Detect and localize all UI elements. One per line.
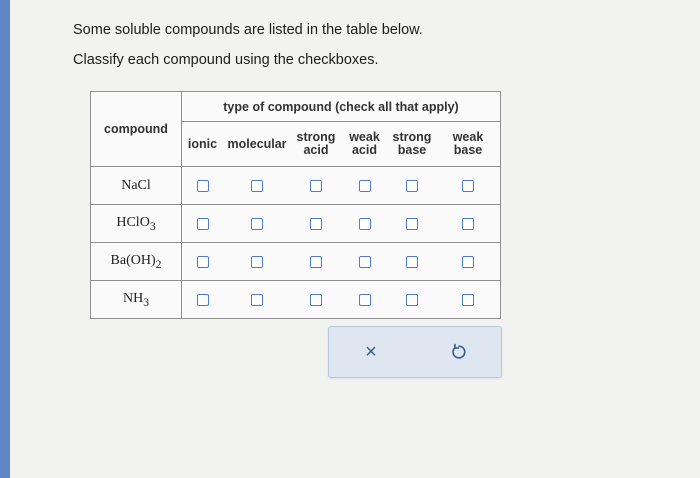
checkbox-weak-acid[interactable]: [359, 218, 371, 230]
col-weak-base: [436, 131, 500, 157]
checkbox-weak-acid[interactable]: [359, 256, 371, 268]
classification-table: [90, 91, 501, 319]
checkbox-strong-acid[interactable]: [310, 294, 322, 306]
type-header-text: type of compound (check all that apply): [223, 99, 459, 114]
checkbox-ionic[interactable]: [197, 294, 209, 306]
checkbox-molecular[interactable]: [251, 256, 263, 268]
checkbox-strong-acid[interactable]: [310, 256, 322, 268]
instruction-text-1: Some soluble compounds are listed in the table below.: [73, 22, 423, 38]
formula-text: HClO: [116, 214, 150, 230]
undo-icon: [450, 343, 468, 361]
col-molecular: [223, 138, 291, 151]
instruction-text-2: Classify each compound using the checkboxes.: [73, 52, 379, 68]
col-strong-acid-l1: strong: [296, 130, 336, 144]
checkbox-weak-base[interactable]: [462, 180, 474, 192]
col-weak-base-l2: base: [453, 143, 483, 157]
compound-baoh2: [91, 243, 182, 281]
compound-nacl: [91, 167, 182, 205]
clear-button[interactable]: [351, 335, 391, 369]
formula-text: NH: [122, 290, 144, 306]
checkbox-molecular[interactable]: [251, 294, 263, 306]
col-ionic: [182, 138, 223, 151]
formula-subscript: 3: [149, 219, 156, 233]
checkbox-strong-base[interactable]: [406, 180, 418, 192]
checkbox-strong-base[interactable]: [406, 294, 418, 306]
column-headers: [182, 122, 501, 167]
col-weak-base-l1: weak: [452, 130, 484, 144]
checkbox-weak-base[interactable]: [462, 256, 474, 268]
checkbox-molecular[interactable]: [251, 180, 263, 192]
col-strong-acid: [291, 131, 341, 157]
formula-subscript: 2: [155, 257, 162, 271]
col-weak-acid-l2: acid: [351, 143, 377, 157]
checkbox-weak-acid[interactable]: [359, 294, 371, 306]
question-panel: [10, 0, 700, 478]
checkbox-strong-base[interactable]: [406, 218, 418, 230]
table-row: [91, 205, 501, 243]
col-weak-acid-l1: weak: [349, 130, 380, 144]
checkbox-weak-base[interactable]: [462, 294, 474, 306]
compound-column-header: compound: [91, 92, 182, 167]
col-strong-base-l1: strong: [392, 130, 432, 144]
formula-text: Ba(OH): [110, 252, 156, 268]
table-row: [91, 167, 501, 205]
col-strong-base-l2: base: [397, 143, 427, 157]
formula-subscript: 3: [143, 295, 150, 309]
checkbox-strong-base[interactable]: [406, 256, 418, 268]
checkbox-ionic[interactable]: [197, 256, 209, 268]
checkbox-weak-acid[interactable]: [359, 180, 371, 192]
compound-nh3: [91, 281, 182, 319]
checkbox-ionic[interactable]: [197, 218, 209, 230]
col-molecular-label: molecular: [227, 136, 287, 151]
close-icon: ×: [365, 340, 377, 363]
answer-action-bar: [328, 326, 502, 378]
col-strong-acid-l2: acid: [303, 143, 329, 157]
table-row: [91, 281, 501, 319]
col-strong-base: [388, 131, 436, 157]
checkbox-weak-base[interactable]: [462, 218, 474, 230]
checkbox-strong-acid[interactable]: [310, 180, 322, 192]
formula-text: NaCl: [121, 177, 151, 193]
checkbox-strong-acid[interactable]: [310, 218, 322, 230]
type-header: [182, 92, 501, 122]
compound-hclo3: [91, 205, 182, 243]
col-weak-acid: [341, 131, 388, 157]
col-ionic-label: ionic: [187, 136, 218, 151]
table-row: [91, 243, 501, 281]
checkbox-ionic[interactable]: [197, 180, 209, 192]
undo-button[interactable]: [439, 335, 479, 369]
checkbox-molecular[interactable]: [251, 218, 263, 230]
